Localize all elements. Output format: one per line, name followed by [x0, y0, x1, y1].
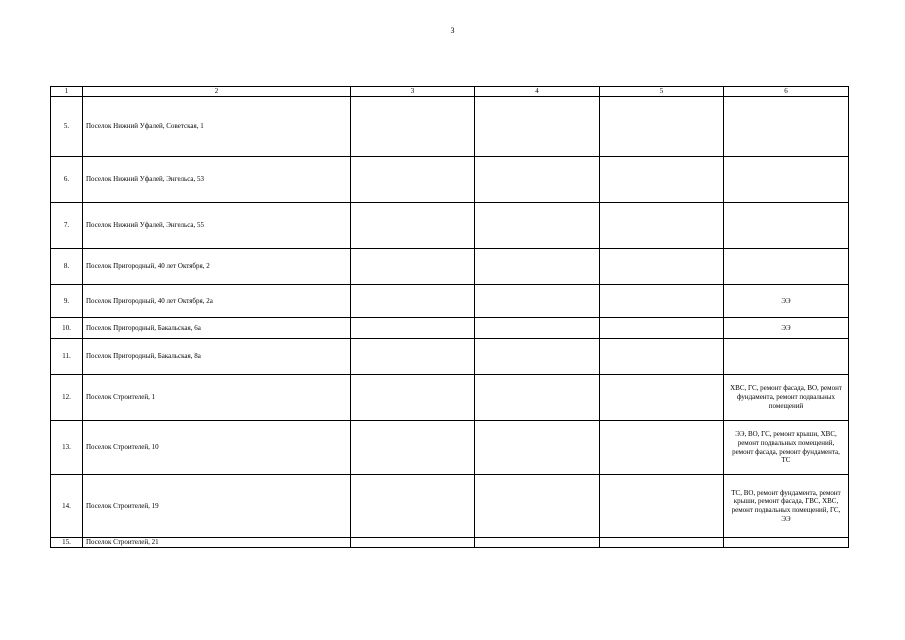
row-works: ХВС, ГС, ремонт фасада, ВО, ремонт фундамента, ремонт подвальных помещений: [724, 375, 849, 421]
row-col-4: [475, 203, 600, 249]
row-number: 14.: [51, 475, 83, 538]
works-table: [50, 86, 849, 548]
row-number: 15.: [51, 538, 83, 548]
row-works: [724, 157, 849, 203]
row-number: 6.: [51, 157, 83, 203]
table-header-row: [51, 87, 849, 97]
row-works: [724, 339, 849, 375]
row-number: 11.: [51, 339, 83, 375]
row-works: ЭЭ, ВО, ГС, ремонт крыши, ХВС, ремонт подвальных помещений, ремонт фасада, ремонт фундамента, ТС: [724, 421, 849, 475]
row-number: 12.: [51, 375, 83, 421]
table-row: [51, 318, 849, 339]
row-col-5: [600, 375, 724, 421]
row-number: 8.: [51, 249, 83, 285]
table-row: [51, 538, 849, 548]
row-col-3: [351, 249, 475, 285]
row-col-5: [600, 97, 724, 157]
row-col-3: [351, 475, 475, 538]
row-col-3: [351, 318, 475, 339]
header-col-2: 2: [83, 87, 351, 97]
header-col-3: 3: [351, 87, 475, 97]
row-col-5: [600, 157, 724, 203]
row-number: 5.: [51, 97, 83, 157]
row-col-5: [600, 285, 724, 318]
row-address: Поселок Пригородный, 40 лет Октября, 2а: [83, 285, 351, 318]
row-col-3: [351, 375, 475, 421]
row-col-4: [475, 249, 600, 285]
row-col-3: [351, 538, 475, 548]
row-address: Поселок Нижний Уфалей, Энгельса, 55: [83, 203, 351, 249]
row-col-4: [475, 475, 600, 538]
row-number: 10.: [51, 318, 83, 339]
row-col-5: [600, 421, 724, 475]
row-address: Поселок Пригородный, 40 лет Октября, 2: [83, 249, 351, 285]
row-col-5: [600, 339, 724, 375]
row-col-3: [351, 157, 475, 203]
row-number: 7.: [51, 203, 83, 249]
table-row: [51, 421, 849, 475]
table-row: [51, 97, 849, 157]
row-col-4: [475, 375, 600, 421]
row-address: Поселок Строителей, 21: [83, 538, 351, 548]
row-col-3: [351, 97, 475, 157]
row-works: ЭЭ: [724, 285, 849, 318]
row-works: ТС, ВО, ремонт фундамента, ремонт крыши, ремонт фасада, ГВС, ХВС, ремонт подвальных помещений, ГС, ЭЭ: [724, 475, 849, 538]
row-col-5: [600, 475, 724, 538]
row-col-3: [351, 339, 475, 375]
row-works: [724, 97, 849, 157]
row-works: [724, 249, 849, 285]
row-col-4: [475, 97, 600, 157]
table-row: [51, 375, 849, 421]
row-col-4: [475, 157, 600, 203]
row-col-5: [600, 318, 724, 339]
row-col-5: [600, 538, 724, 548]
row-address: Поселок Строителей, 19: [83, 475, 351, 538]
table-row: [51, 339, 849, 375]
row-col-5: [600, 249, 724, 285]
row-col-3: [351, 285, 475, 318]
row-col-4: [475, 538, 600, 548]
page-number: 3: [450, 26, 455, 35]
header-col-6: 6: [724, 87, 849, 97]
row-address: Поселок Нижний Уфалей, Советская, 1: [83, 97, 351, 157]
row-col-4: [475, 285, 600, 318]
row-number: 13.: [51, 421, 83, 475]
row-number: 9.: [51, 285, 83, 318]
row-col-4: [475, 339, 600, 375]
table-row: [51, 249, 849, 285]
table-row: [51, 203, 849, 249]
row-col-5: [600, 203, 724, 249]
row-address: Поселок Строителей, 10: [83, 421, 351, 475]
row-address: Поселок Нижний Уфалей, Энгельса, 53: [83, 157, 351, 203]
table-row: [51, 285, 849, 318]
header-col-4: 4: [475, 87, 600, 97]
table-row: [51, 475, 849, 538]
row-col-4: [475, 421, 600, 475]
row-address: Поселок Пригородный, Бакальская, 6а: [83, 318, 351, 339]
row-col-4: [475, 318, 600, 339]
row-address: Поселок Строителей, 1: [83, 375, 351, 421]
table-row: [51, 157, 849, 203]
row-col-3: [351, 203, 475, 249]
header-col-5: 5: [600, 87, 724, 97]
row-works: [724, 203, 849, 249]
header-col-1: 1: [51, 87, 83, 97]
row-works: ЭЭ: [724, 318, 849, 339]
row-col-3: [351, 421, 475, 475]
row-works: [724, 538, 849, 548]
row-address: Поселок Пригородный, Бакальская, 8а: [83, 339, 351, 375]
